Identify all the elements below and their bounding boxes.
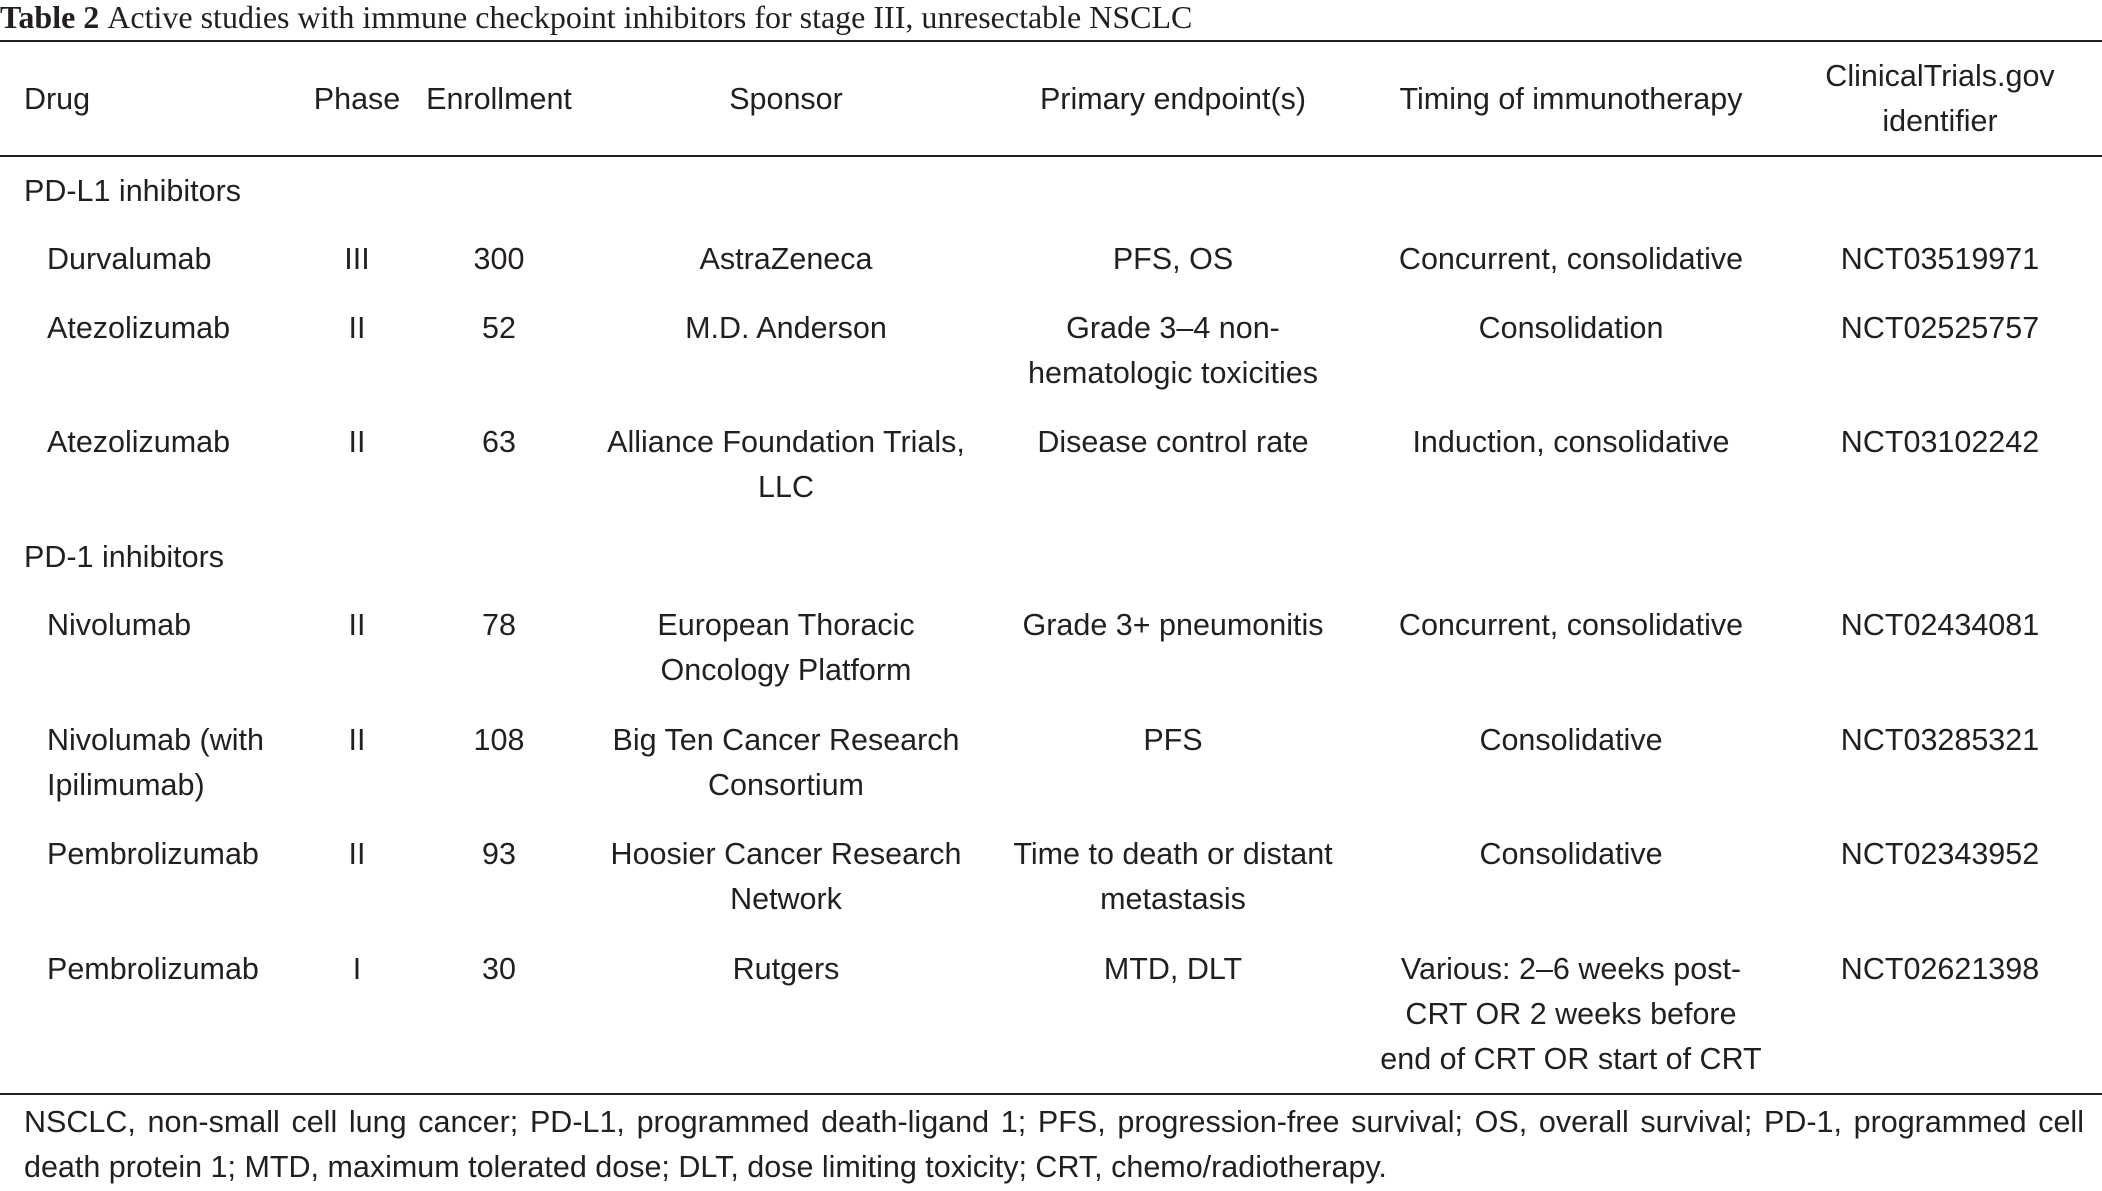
drug-line: Pembrolizumab — [47, 952, 259, 986]
timing-line: Consolidation — [1478, 311, 1664, 345]
endpoint-line: PFS — [1143, 723, 1203, 757]
identifier-cell: NCT02343952 — [1840, 837, 2040, 871]
timing-line: Consolidative — [1479, 837, 1663, 871]
header-rule — [0, 155, 2102, 157]
endpoint-line: MTD, DLT — [1103, 952, 1243, 986]
endpoint-cell — [1028, 306, 1318, 396]
drug-line: Ipilimumab) — [47, 768, 205, 802]
enrollment-cell: 78 — [482, 608, 516, 642]
drug-line: Atezolizumab — [47, 425, 231, 459]
column-header-primary-endpoints: Primary endpoint(s) — [1039, 82, 1307, 116]
enrollment-cell: 30 — [482, 952, 516, 986]
drug-line: Nivolumab — [47, 608, 192, 642]
drug-cell — [47, 718, 264, 808]
endpoint-cell — [1013, 832, 1332, 922]
identifier-cell: NCT03285321 — [1840, 723, 2040, 757]
column-header-timing: Timing of immunotherapy — [1399, 82, 1743, 116]
sponsor-line: Rutgers — [732, 952, 840, 986]
column-header-identifier-line-2: identifier — [1882, 104, 1998, 138]
drug-line: Atezolizumab — [47, 311, 231, 345]
phase-cell: I — [352, 952, 362, 986]
sponsor-line: Consortium — [708, 768, 864, 802]
sponsor-line: Big Ten Cancer Research — [612, 723, 960, 757]
timing-line: CRT OR 2 weeks before — [1405, 997, 1737, 1031]
column-header-phase: Phase — [313, 82, 401, 116]
column-header-enrollment: Enrollment — [426, 82, 572, 116]
timing-cell — [1479, 832, 1662, 877]
drug-cell — [47, 420, 230, 465]
endpoint-line: metastasis — [1100, 882, 1246, 916]
timing-cell — [1412, 420, 1729, 465]
column-header-sponsor: Sponsor — [729, 82, 843, 116]
timing-line: Various: 2–6 weeks post- — [1400, 952, 1742, 986]
sponsor-line: European Thoracic — [657, 608, 915, 642]
column-header-identifier-line-1: ClinicalTrials.gov — [1825, 59, 2055, 93]
sponsor-line: M.D. Anderson — [685, 311, 887, 345]
enrollment-cell: 63 — [482, 425, 516, 459]
sponsor-line: Hoosier Cancer Research — [610, 837, 962, 871]
drug-cell — [47, 306, 230, 351]
timing-line: Induction, consolidative — [1412, 425, 1730, 459]
table-caption-label: Table 2 — [0, 0, 100, 35]
endpoint-line: hematologic toxicities — [1028, 356, 1318, 390]
timing-line: end of CRT OR start of CRT — [1380, 1042, 1762, 1076]
endpoint-line: Time to death or distant — [1013, 837, 1333, 871]
sponsor-cell — [613, 718, 960, 808]
endpoint-cell — [1143, 718, 1202, 763]
timing-line: Consolidative — [1479, 723, 1663, 757]
drug-line: Durvalumab — [47, 242, 212, 276]
endpoint-line: Disease control rate — [1037, 425, 1309, 459]
drug-cell — [47, 947, 259, 992]
enrollment-cell: 300 — [473, 242, 525, 276]
phase-cell: II — [348, 425, 366, 459]
sponsor-line: Network — [730, 882, 842, 916]
endpoint-cell — [1113, 237, 1233, 282]
phase-cell: II — [348, 837, 366, 871]
sponsor-cell — [611, 832, 962, 922]
endpoint-cell — [1023, 603, 1324, 648]
timing-line: Concurrent, consolidative — [1398, 608, 1744, 642]
timing-line: Concurrent, consolidative — [1398, 242, 1744, 276]
timing-cell — [1399, 603, 1743, 648]
identifier-cell: NCT03102242 — [1840, 425, 2040, 459]
phase-cell: III — [344, 242, 370, 276]
sponsor-cell — [607, 420, 965, 510]
table-caption — [0, 0, 1192, 40]
phase-cell: II — [348, 311, 366, 345]
sponsor-line: AstraZeneca — [699, 242, 873, 276]
group-header-pd-l1: PD-L1 inhibitors — [24, 174, 241, 208]
phase-cell: II — [348, 608, 366, 642]
identifier-cell: NCT02434081 — [1840, 608, 2040, 642]
top-rule — [0, 40, 2102, 42]
sponsor-line: Oncology Platform — [660, 653, 912, 687]
column-header-drug: Drug — [24, 82, 91, 116]
enrollment-cell: 108 — [473, 723, 525, 757]
sponsor-cell — [700, 237, 873, 282]
timing-cell — [1380, 947, 1761, 1082]
sponsor-line: Alliance Foundation Trials, — [607, 425, 965, 459]
identifier-cell: NCT02525757 — [1840, 311, 2040, 345]
identifier-cell: NCT02621398 — [1840, 952, 2040, 986]
enrollment-cell: 93 — [482, 837, 516, 871]
endpoint-cell — [1037, 420, 1308, 465]
sponsor-cell — [733, 947, 840, 992]
column-header-identifier — [1825, 54, 2054, 144]
sponsor-cell — [685, 306, 887, 351]
drug-cell — [47, 832, 259, 877]
table-footnote: NSCLC, non-small cell lung cancer; PD-L1, programmed death-ligand 1; PFS, progression-free survival; OS, overall survival; PD-1, programmed cell death protein 1; MTD, maximum tolerated dose; DLT, dose limiting toxicity; CRT, chemo/radiotherapy. — [24, 1105, 2084, 1184]
bottom-rule — [0, 1093, 2102, 1095]
phase-cell: II — [348, 723, 366, 757]
endpoint-line: PFS, OS — [1112, 242, 1234, 276]
endpoint-line: Grade 3–4 non- — [1066, 311, 1280, 345]
sponsor-line: LLC — [758, 470, 814, 504]
group-header-pd-1: PD-1 inhibitors — [24, 540, 225, 574]
timing-cell — [1399, 237, 1743, 282]
endpoint-cell — [1104, 947, 1242, 992]
timing-cell — [1479, 306, 1664, 351]
timing-cell — [1479, 718, 1662, 763]
drug-line: Pembrolizumab — [47, 837, 259, 871]
sponsor-cell — [657, 603, 914, 693]
table-caption-text: Active studies with immune checkpoint inhibitors for stage III, unresectable NSCLC — [107, 0, 1193, 35]
drug-cell — [47, 237, 211, 282]
drug-line: Nivolumab (with — [47, 723, 264, 757]
drug-cell — [47, 603, 191, 648]
identifier-cell: NCT03519971 — [1840, 242, 2040, 276]
enrollment-cell: 52 — [482, 311, 516, 345]
endpoint-line: Grade 3+ pneumonitis — [1022, 608, 1324, 642]
